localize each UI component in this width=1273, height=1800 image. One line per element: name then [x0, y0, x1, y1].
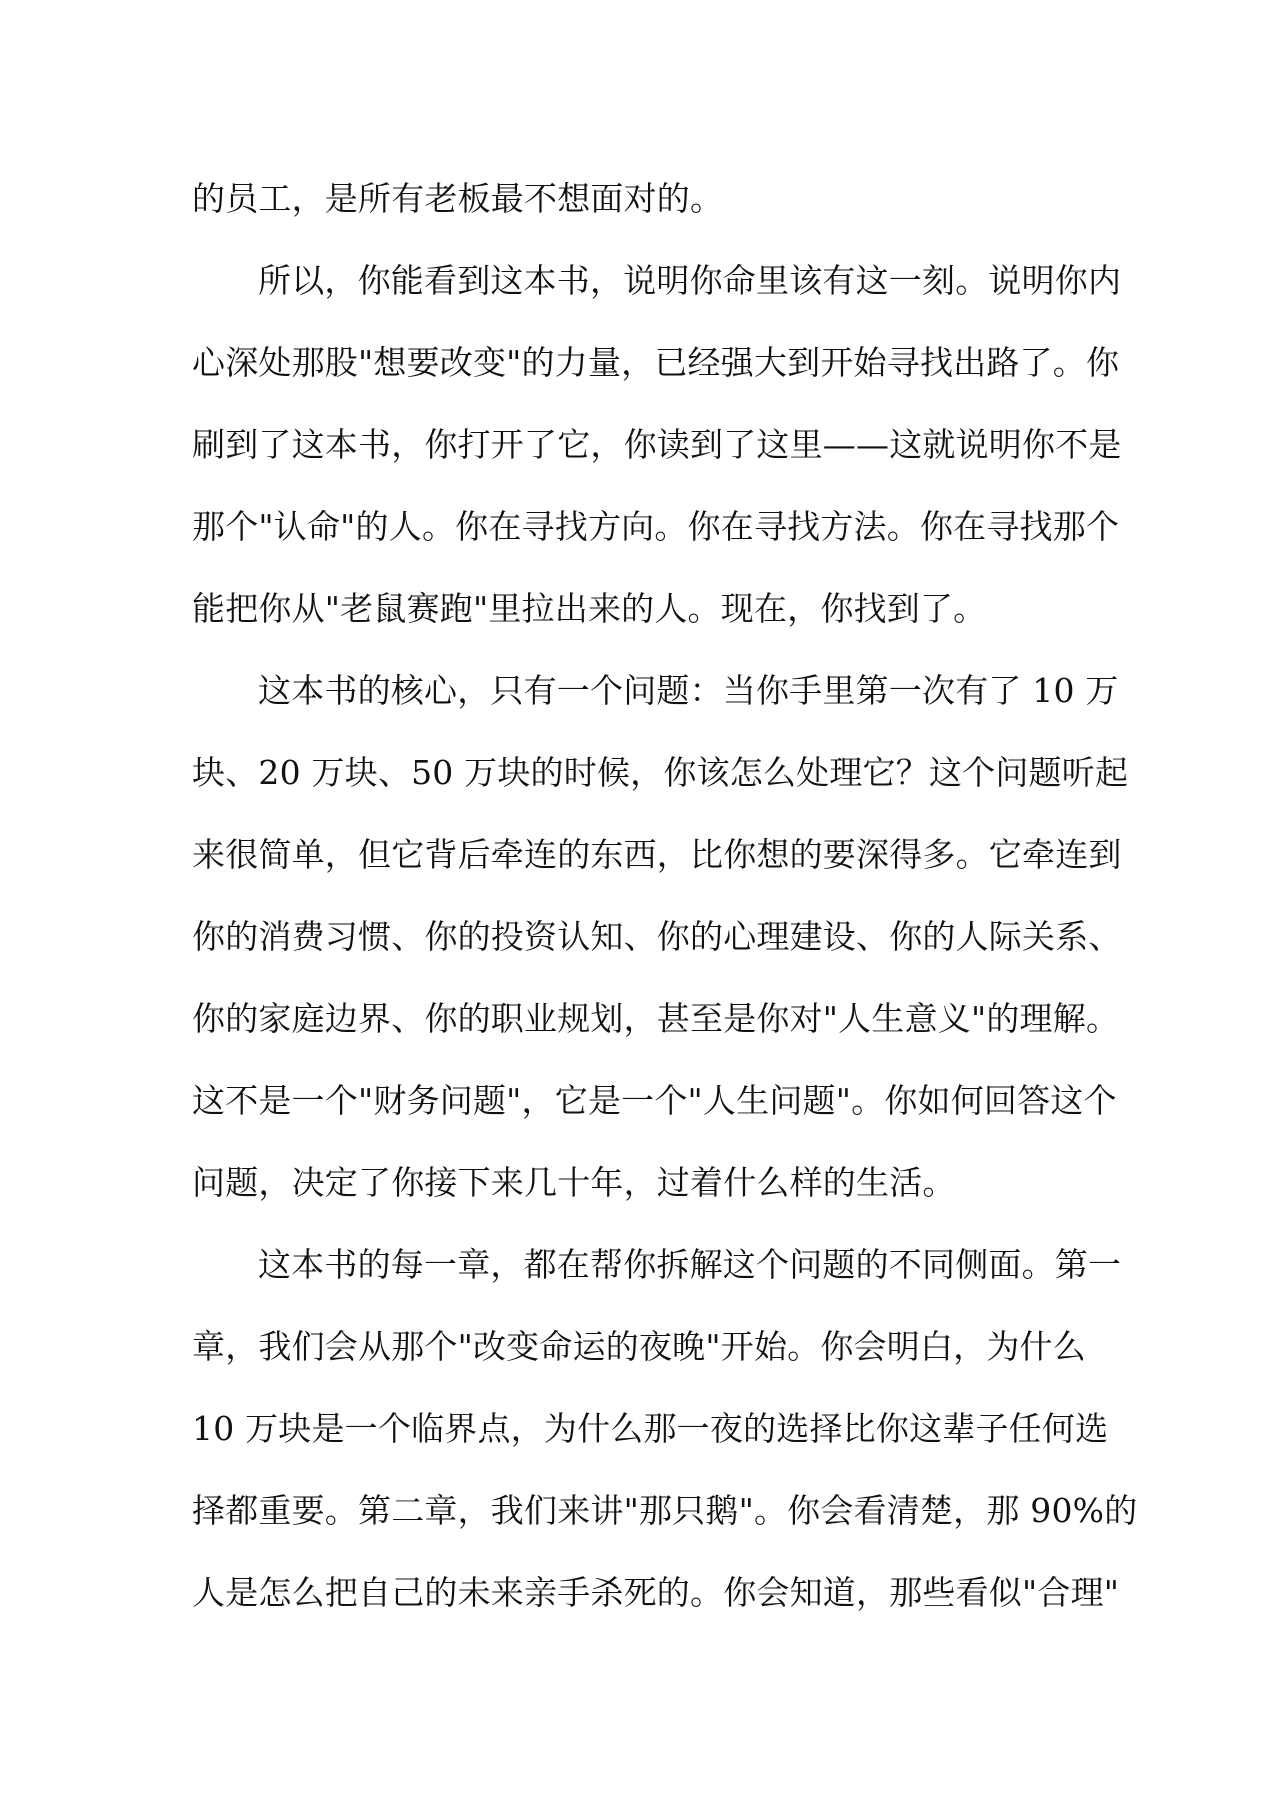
text-line: 这不是一个"财务问题"，它是一个"人生问题"。你如何回答这个	[192, 1081, 1117, 1120]
text-line: 块、20 万块、50 万块的时候，你该怎么处理它？这个问题听起	[192, 753, 1129, 792]
paragraph-first-line: 这本书的核心，只有一个问题：当你手里第一次有了 10 万	[258, 671, 1119, 710]
text-line: 来很简单，但它背后牵连的东西，比你想的要深得多。它牵连到	[192, 835, 1122, 874]
text-line: 心深处那股"想要改变"的力量，已经强大到开始寻找出路了。你	[192, 343, 1120, 382]
paragraph-first-line: 这本书的每一章，都在帮你拆解这个问题的不同侧面。第一	[258, 1245, 1122, 1284]
body-text	[192, 158, 1138, 1634]
text-line: 人是怎么把自己的未来亲手杀死的。你会知道，那些看似"合理"	[192, 1573, 1120, 1612]
text-line: 10 万块是一个临界点，为什么那一夜的选择比你这辈子任何选	[192, 1409, 1109, 1448]
text-line: 能把你从"老鼠赛跑"里拉出来的人。现在，你找到了。	[192, 589, 987, 628]
text-line: 你的家庭边界、你的职业规划，甚至是你对"人生意义"的理解。	[192, 999, 1120, 1038]
text-line: 择都重要。第二章，我们来讲"那只鹅"。你会看清楚，那 90%的	[192, 1491, 1138, 1530]
text-line: 那个"认命"的人。你在寻找方向。你在寻找方法。你在寻找那个	[192, 507, 1120, 546]
text-line: 你的消费习惯、你的投资认知、你的心理建设、你的人际关系、	[192, 917, 1122, 956]
text-line: 的员工，是所有老板最不想面对的。	[192, 179, 724, 218]
text-line: 章，我们会从那个"改变命运的夜晚"开始。你会明白，为什么	[192, 1327, 1086, 1366]
paragraph-first-line: 所以，你能看到这本书，说明你命里该有这一刻。说明你内	[258, 261, 1122, 300]
text-line: 刷到了这本书，你打开了它，你读到了这里——这就说明你不是	[192, 425, 1122, 464]
text-line: 问题，决定了你接下来几十年，过着什么样的生活。	[192, 1163, 956, 1202]
